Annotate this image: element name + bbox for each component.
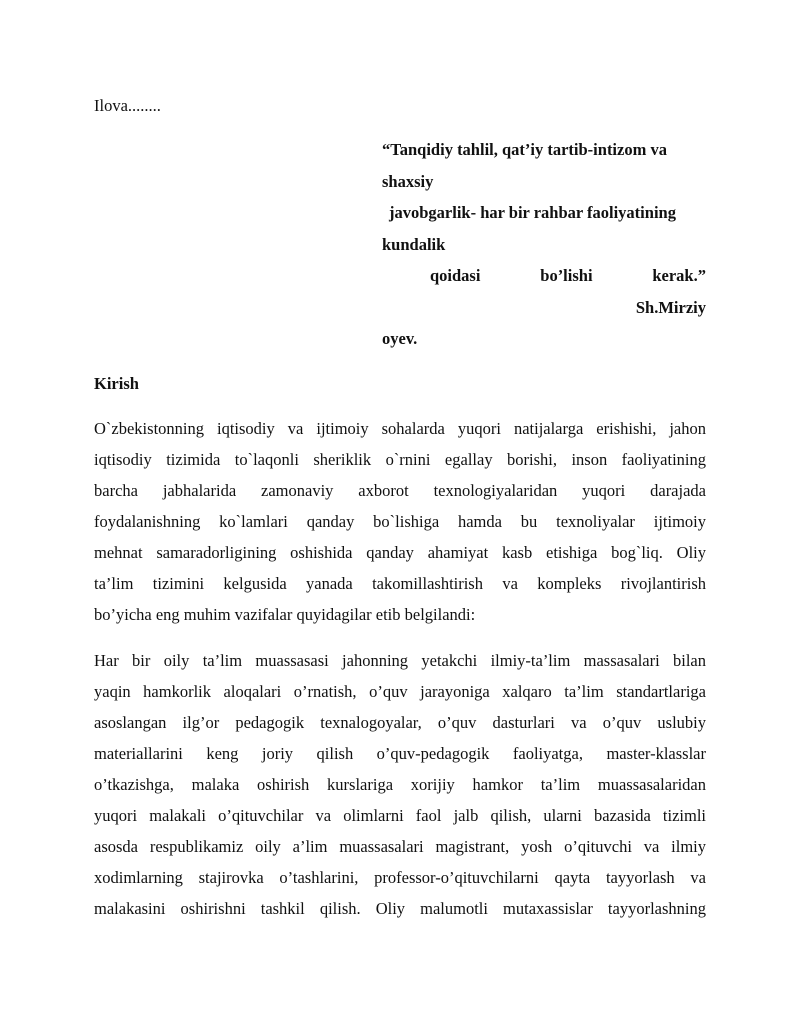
text-line: bo’yicha eng muhim vazifalar quyidagilar etib belgilandi:	[94, 605, 476, 624]
body-paragraph	[94, 649, 706, 928]
epigraph-line: kundalik	[382, 234, 446, 254]
text-line: mehnat samaradorligining oshishida qanday ahamiyat kasb etishiga bog`liq. Oliy	[94, 543, 706, 562]
epigraph-author: Sh.Mirziy	[635, 297, 706, 317]
epigraph-word: kerak.”	[652, 266, 706, 285]
text-line: barcha jabhalarida zamonaviy axborot texnologiyalaridan yuqori darajada	[94, 481, 706, 500]
epigraph-spread-line	[382, 264, 706, 296]
text-line: o’tkazishga, malaka oshirish kurslariga xorijiy hamkor ta’lim muassasalaridan	[94, 775, 706, 794]
epigraph-word: qoidasi	[430, 266, 481, 285]
epigraph-line: shaxsiy	[382, 171, 434, 191]
epigraph-author-continued: oyev.	[382, 329, 418, 348]
text-line: materiallarini keng joriy qilish o’quv-pedagogik faoliyatga, master-klasslar	[94, 744, 706, 763]
epigraph-word: bo’lishi	[540, 266, 593, 285]
epigraph-quote	[382, 138, 706, 359]
body-paragraph	[94, 417, 706, 634]
text-line: O`zbekistonning iqtisodiy va ijtimoiy sohalarda yuqori natijalarga erishishi, jahon	[94, 419, 706, 438]
text-line: asosda respublikamiz oily a’lim muassasalari magistrant, yosh o’qituvchi va ilmiy	[94, 837, 706, 856]
text-line: yuqori malakali o’qituvchilar va olimlarni faol jalb qilish, ularni bazasida tizimli	[94, 806, 706, 825]
text-line: malakasini oshirishni tashkil qilish. Oliy malumotli mutaxassislar tayyorlashning	[94, 899, 706, 918]
text-line: Har bir oily ta’lim muassasasi jahonning yetakchi ilmiy-ta’lim massasalari bilan	[94, 651, 706, 670]
appendix-label: Ilova........	[94, 96, 161, 115]
text-line: yaqin hamkorlik aloqalari o’rnatish, o’quv jarayoniga xalqaro ta’lim standartlariga	[94, 682, 706, 701]
text-line: asoslangan ilg’or pedagogik texnalogoyalar, o’quv dasturlari va o’quv uslubiy	[94, 713, 706, 732]
text-line: xodimlarning stajirovka o’tashlarini, professor-o’qituvchilarni qayta tayyorlash va	[94, 868, 706, 887]
text-line: ta’lim tizimini kelgusida yanada takomillashtirish va kompleks rivojlantirish	[94, 574, 706, 593]
section-heading: Kirish	[94, 374, 139, 393]
text-line: iqtisodiy tizimida to`laqonli sheriklik o`rnini egallay borishi, inson faoliyatining	[94, 450, 706, 469]
text-line: foydalanishning ko`lamlari qanday bo`lishiga hamda bu texnoliyalar ijtimoiy	[94, 512, 706, 531]
epigraph-line: javobgarlik- har bir rahbar faoliyatining	[389, 203, 676, 222]
epigraph-line: “Tanqidiy tahlil, qat’iy tartib-intizom va	[382, 140, 667, 159]
